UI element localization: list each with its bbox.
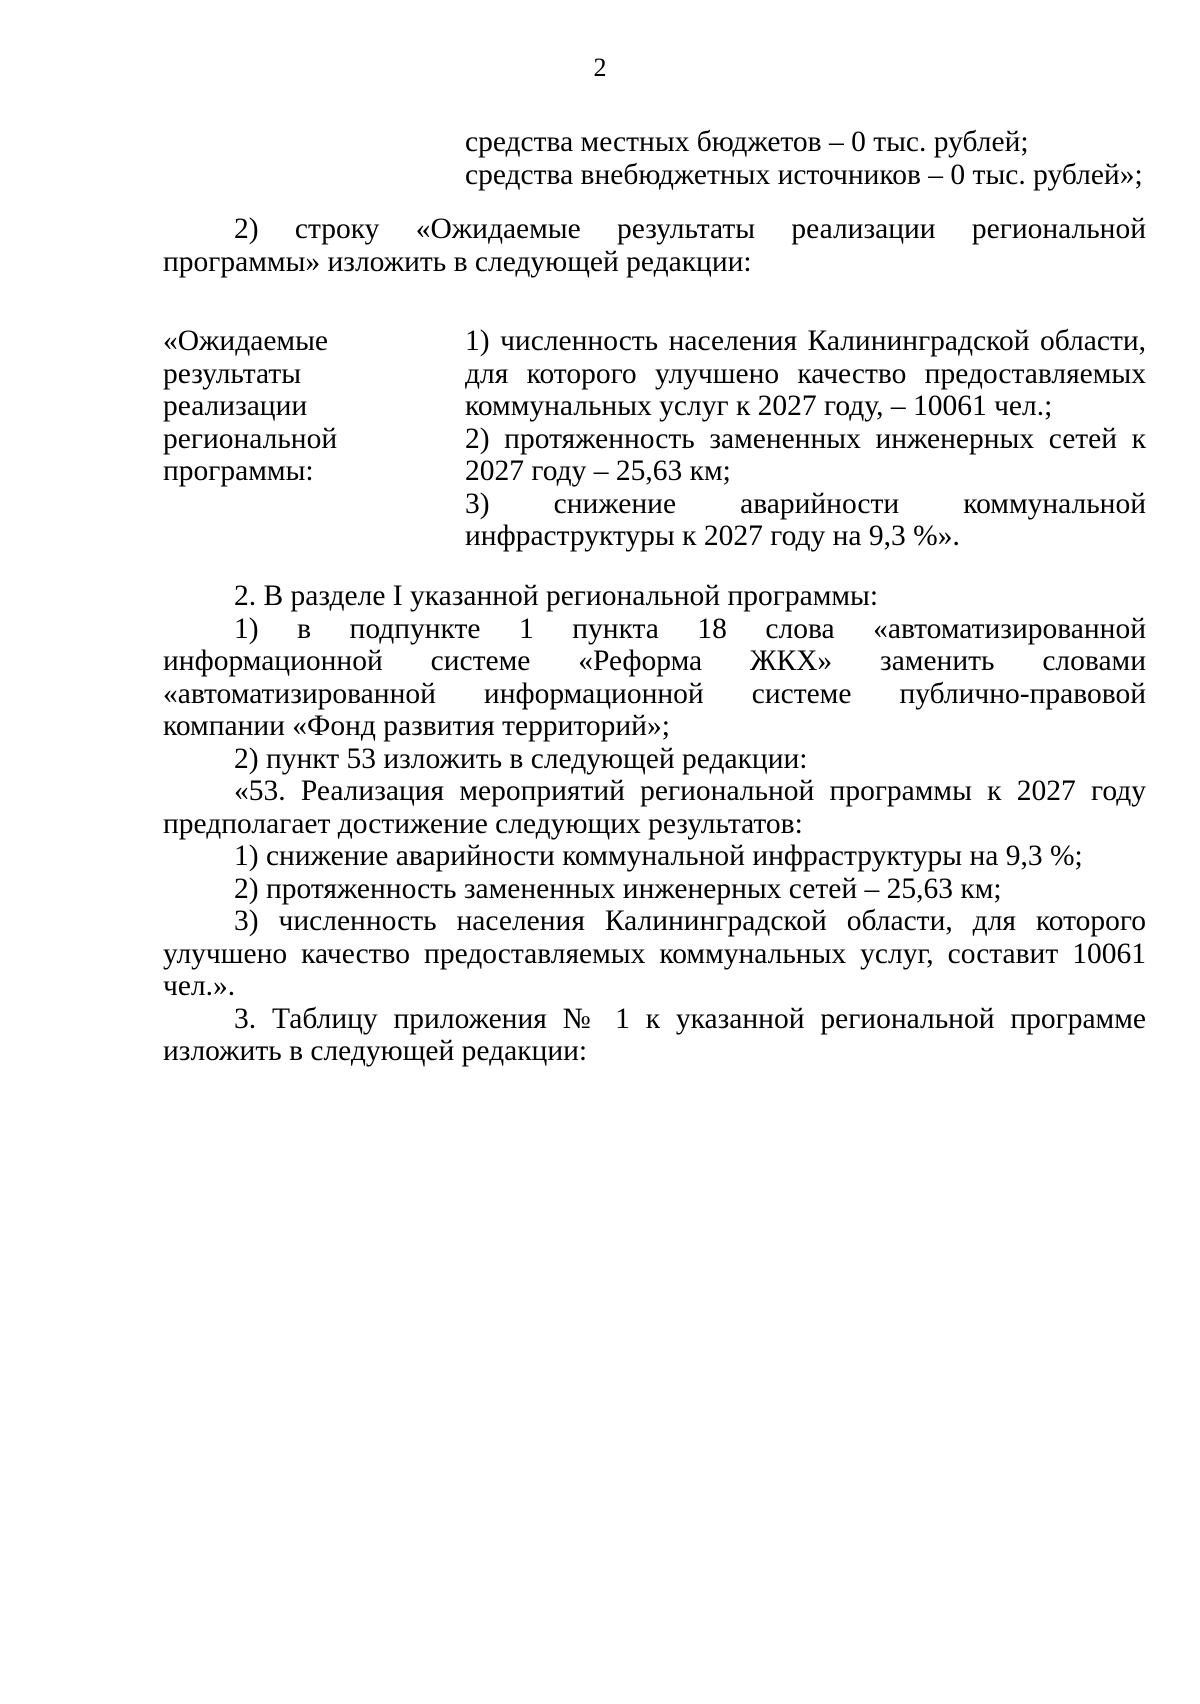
section-2-sub2: 2) пункт 53 изложить в следующей редакции:	[234, 742, 808, 775]
expected-results-row	[163, 325, 1146, 565]
point-2-text: 2) строку «Ожидаемые результаты реализации региональной программы» изложить в следующей редакции:	[163, 213, 1146, 278]
expected-result-item: 2) протяженность замененных инженерных сетей к 2027 году – 25,63 км;	[465, 422, 1146, 487]
expected-result-item: 3) снижение аварийности коммунальной инфраструктуры к 2027 году на 9,3 %».	[465, 487, 1146, 552]
section-2-result-2: 2) протяженность замененных инженерных сетей – 25,63 км;	[234, 872, 1002, 905]
funding-line-local: средства местных бюджетов – 0 тыс. рублей;	[465, 126, 1029, 158]
label-line: реализации	[163, 390, 308, 422]
section-2-quote-intro: «53. Реализация мероприятий региональной программы к 2027 году предполагает достижение следующих результатов:	[163, 775, 1146, 840]
section-2-result-1: 1) снижение аварийности коммунальной инфраструктуры на 9,3 %;	[234, 840, 1083, 872]
expected-result-item: 1) численность населения Калининградской области, для которого улучшено качество предоставляемых коммунальных услуг к 2027 году, – 10061 чел.;	[465, 325, 1146, 422]
point-2-paragraph	[163, 213, 1146, 278]
label-line: «Ожидаемые	[163, 325, 329, 357]
funding-lines	[465, 126, 1165, 192]
label-line: программы:	[163, 455, 314, 487]
expected-results-label	[163, 325, 423, 488]
section-2-heading: 2. В разделе I указанной региональной программы:	[234, 580, 879, 612]
label-line: результаты	[163, 357, 302, 390]
page-number: 2	[593, 53, 607, 82]
section-2-result-3: 3) численность населения Калининградской области, для которого улучшено качество предоставляемых коммунальных услуг, составит 10061 чел.».	[163, 905, 1146, 1002]
label-line: региональной	[163, 422, 338, 455]
section-3-text: 3. Таблицу приложения № 1 к указанной региональной программе изложить в следующей редакции:	[163, 1002, 1146, 1067]
funding-line-extrabudgetary: средства внебюджетных источников – 0 тыс. рублей»;	[465, 159, 1143, 191]
expected-results-content	[465, 325, 1146, 553]
section-2	[163, 580, 1146, 1068]
section-2-sub1: 1) в подпункте 1 пункта 18 слова «автоматизированной информационной системе «Реформа ЖКХ» заменить словами «автоматизированной информационной системе публично-правовой компании «Фонд развития территорий»;	[163, 612, 1146, 742]
